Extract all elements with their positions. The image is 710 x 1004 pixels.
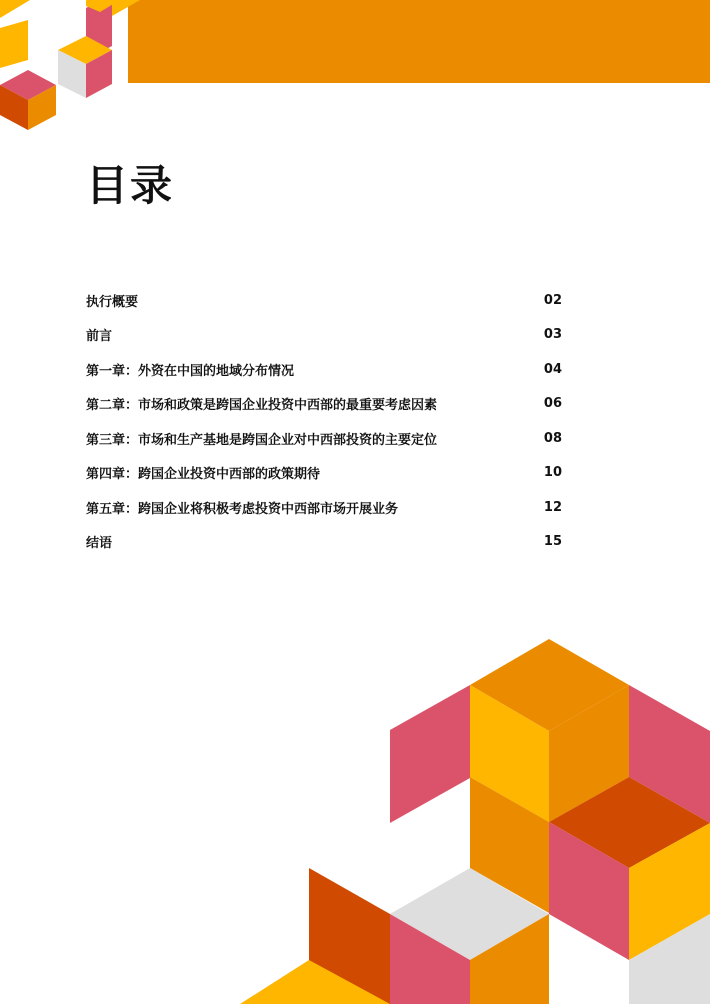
toc-item-page: 08 <box>543 430 562 446</box>
toc-item-page: 03 <box>543 327 562 343</box>
toc-item-label: 第四章：跨国企业投资中西部的政策期待 <box>86 467 321 483</box>
toc-item[interactable] <box>86 387 562 422</box>
table-of-contents <box>86 283 562 559</box>
toc-item-page: 10 <box>543 465 562 481</box>
toc-item[interactable] <box>86 525 562 560</box>
toc-item-page: 04 <box>543 361 562 377</box>
toc-item[interactable] <box>86 352 562 387</box>
toc-item[interactable] <box>86 456 562 491</box>
toc-item[interactable] <box>86 283 562 318</box>
toc-item-label: 结语 <box>86 536 113 552</box>
toc-item-page: 12 <box>543 499 562 515</box>
toc-item-label: 执行概要 <box>86 294 139 310</box>
toc-item-label: 第三章：市场和生产基地是跨国企业对中西部投资的主要定位 <box>86 432 438 448</box>
page-title: 目录 <box>86 161 175 210</box>
toc-item-page: 15 <box>543 534 562 550</box>
toc-item[interactable] <box>86 318 562 353</box>
toc-item-label: 第二章：市场和政策是跨国企业投资中西部的最重要考虑因素 <box>86 398 438 414</box>
toc-item-label: 第五章：跨国企业将积极考虑投资中西部市场开展业务 <box>86 501 399 517</box>
toc-item[interactable] <box>86 421 562 456</box>
header-band <box>128 0 710 83</box>
toc-item-label: 第一章：外资在中国的地域分布情况 <box>86 363 295 379</box>
top-cube-decoration <box>0 0 160 140</box>
toc-item-page: 06 <box>543 396 562 412</box>
toc-item-label: 前言 <box>86 329 113 345</box>
toc-item[interactable] <box>86 490 562 525</box>
toc-item-page: 02 <box>543 292 562 308</box>
